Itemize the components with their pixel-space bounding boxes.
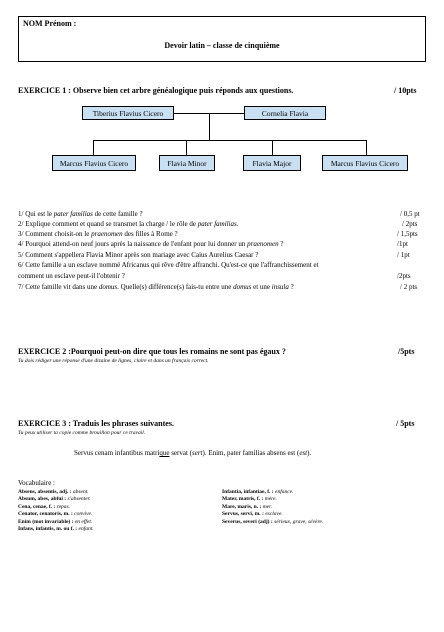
child-connector <box>366 140 367 155</box>
exercise2-note: Tu dois rédiger une réponse d'une dizaine de lignes, claire et dans un français correct. <box>18 358 209 364</box>
header-box <box>18 16 426 62</box>
vocab-entry: Infans, infantis, m. ou f. : enfant. <box>18 526 94 533</box>
vocab-entry: Mare, maris, n. : mer. <box>222 503 273 510</box>
question-1: 1/ Qui est le pater familias de cette famille ? <box>18 210 143 218</box>
exercise1-points: / 10pts <box>394 86 417 95</box>
question-6: 6/ Cette famille a un esclave nommé Africanus qui rêve d'être affranchi. Qu'est-ce que l'affranchissement et <box>18 261 319 269</box>
question-6-points: /2pts <box>397 272 411 280</box>
exercise1-title: EXERCICE 1 : Observe bien cet arbre généalogique puis réponds aux questions. <box>18 86 294 95</box>
vocab-entry: Enim (mot invariable) : en effet. <box>18 518 93 525</box>
vocab-entry: Absens, absentis, adj. : absent. <box>18 489 89 495</box>
tree-child-1: Marcus Flavius Cicero <box>52 155 136 171</box>
exercise3-title: EXERCICE 3 : Traduis les phrases suivantes. <box>18 419 174 428</box>
tree-child-3: Flavia Major <box>243 155 301 171</box>
exercise2-title: EXERCICE 2 :Pourquoi peut-on dire que tous les romains ne sont pas égaux ? <box>18 347 286 356</box>
vocabulary-title: Vocabulaire : <box>18 479 55 487</box>
child-connector <box>186 140 187 155</box>
question-3: 3/ Comment choisit-on le praenomen des filles à Rome ? <box>18 230 178 238</box>
vocab-entry: Infantia, infantiae, f. : enfance. <box>222 489 294 495</box>
exercise3-points: / 5pts <box>396 419 415 428</box>
vocab-entry: Cenator, cenatoris, m. : convive. <box>18 511 93 518</box>
question-2-points: / 2pts <box>402 220 418 228</box>
child-connector <box>272 140 273 155</box>
question-1-points: / 0,5 pt <box>400 210 420 218</box>
vocab-entry: Absum, abes, abfui : s'absenter. <box>18 496 91 503</box>
question-7-points: / 2 pts <box>400 283 418 291</box>
name-label: NOM Prénom : <box>23 19 77 28</box>
vocab-entry: Mater, matris, f. : mère. <box>222 496 277 503</box>
vocabulary-left-column <box>18 489 94 533</box>
question-6-continued: comment un esclave peut-il l'obtenir ? <box>18 272 125 280</box>
tree-father: Tiberius Flavius Cicero <box>82 106 174 120</box>
question-5: 5/ Comment s'appellera Flavia Minor après son mariage avec Caius Aurelius Caesar ? <box>18 251 259 259</box>
question-4: 4/ Pourquoi attend-on neuf jours après la naissance de l'enfant pour lui donner un praenomen ? <box>18 240 284 248</box>
tree-mother: Cornelia Flavia <box>244 106 326 120</box>
question-7: 7/ Cette famille vit dans une domus. Quelle(s) différence(s) fais-tu entre une domus et une insula ? <box>18 283 294 291</box>
exercise2-points: /5pts <box>398 347 415 356</box>
vocab-entry: Servus, servi, m. : esclave. <box>222 511 283 518</box>
descent-line <box>209 113 210 140</box>
vocabulary-right-column <box>222 489 323 526</box>
vocab-entry: Cena, cenae, f. : repas. <box>18 503 71 510</box>
question-5-points: / 1pt <box>397 251 410 259</box>
latin-sentence: Servus cenam infantibus matrique servat (sert). Enim, pater familias absens est (est). <box>74 449 312 457</box>
page-title: Devoir latin – classe de cinquième <box>164 41 280 50</box>
question-3-points: / 1,5pts <box>397 230 418 238</box>
child-connector <box>93 140 94 155</box>
siblings-line <box>93 140 366 141</box>
question-2: 2/ Explique comment et quand se transmet la charge / le rôle de pater familias. <box>18 220 239 228</box>
exercise3-note: Tu peux utiliser ta copie comme brouillon pour ce travail. <box>18 430 146 436</box>
tree-child-2: Flavia Minor <box>159 155 215 171</box>
vocab-entry: Severus, severi (adj) : sérieux, grave, sévère. <box>222 518 324 525</box>
tree-child-4: Marcus Flavius Cicero <box>322 155 408 171</box>
question-4-points: /1pt <box>397 240 408 248</box>
